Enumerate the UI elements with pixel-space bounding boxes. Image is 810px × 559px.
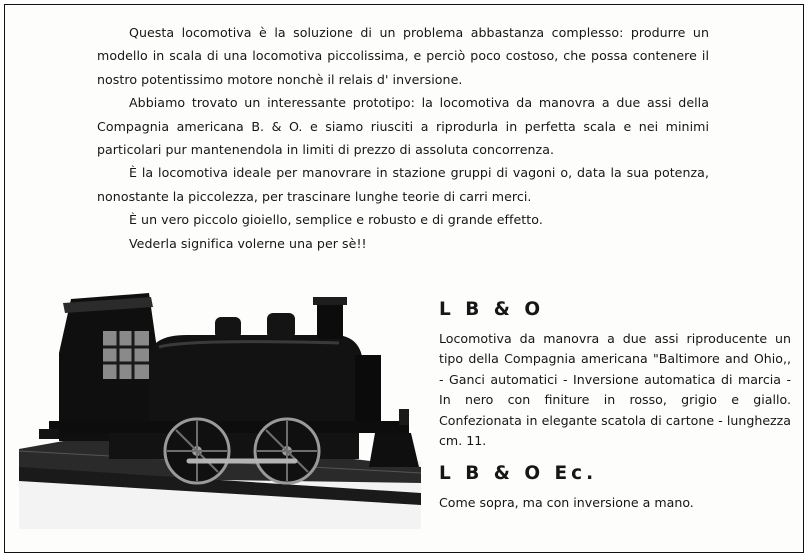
product-title-lbo: L B & O <box>439 299 545 320</box>
intro-paragraph-3: È la locomotiva ideale per manovrare in stazione gruppi di vagoni o, data la sua potenza, nonostante la piccolezza, per trascinare lunghe teorie di carri merci. <box>97 165 709 204</box>
product-description-lbo-ec: Come sopra, ma con inversione a mano. <box>439 495 694 511</box>
intro-text <box>97 21 709 255</box>
intro-paragraph-5: Vederla significa volerne una per sè!! <box>129 235 367 251</box>
intro-paragraph-4: È un vero piccolo gioiello, semplice e robusto e di grande effetto. <box>129 212 543 228</box>
catalog-page <box>4 4 804 553</box>
locomotive-image <box>19 291 421 529</box>
cab-window <box>103 331 149 379</box>
intro-paragraph-1: Questa locomotiva è la soluzione di un problema abbastanza complesso: produrre un modello in scala di una locomotiva piccolissima, e perciò poco costoso, che possa contenere il nostro potentissimo motore nonchè il relais d' inversione. <box>97 25 709 87</box>
product-description-lbo: Locomotiva da manovra a due assi riproducente un tipo della Compagnia americana "Baltimore and Ohio,, - Ganci automatici - Inversione automatica di marcia - In nero con finiture in rosso, grigio e giallo. Confezionata in elegante scatola di cartone - lunghezza cm. 11. <box>439 331 791 449</box>
product-descriptions <box>439 297 791 514</box>
locomotive-body <box>49 293 419 467</box>
intro-paragraph-2: Abbiamo trovato un interessante prototipo: la locomotiva da manovra a due assi della Compagnia americana B. & O. e siamo riusciti a riprodurla in perfetta scala e nei minimi particolari pur mantenendola in limiti di prezzo di assoluta concorrenza. <box>97 95 709 158</box>
product-title-lbo-ec: L B & O Ec. <box>439 463 598 485</box>
